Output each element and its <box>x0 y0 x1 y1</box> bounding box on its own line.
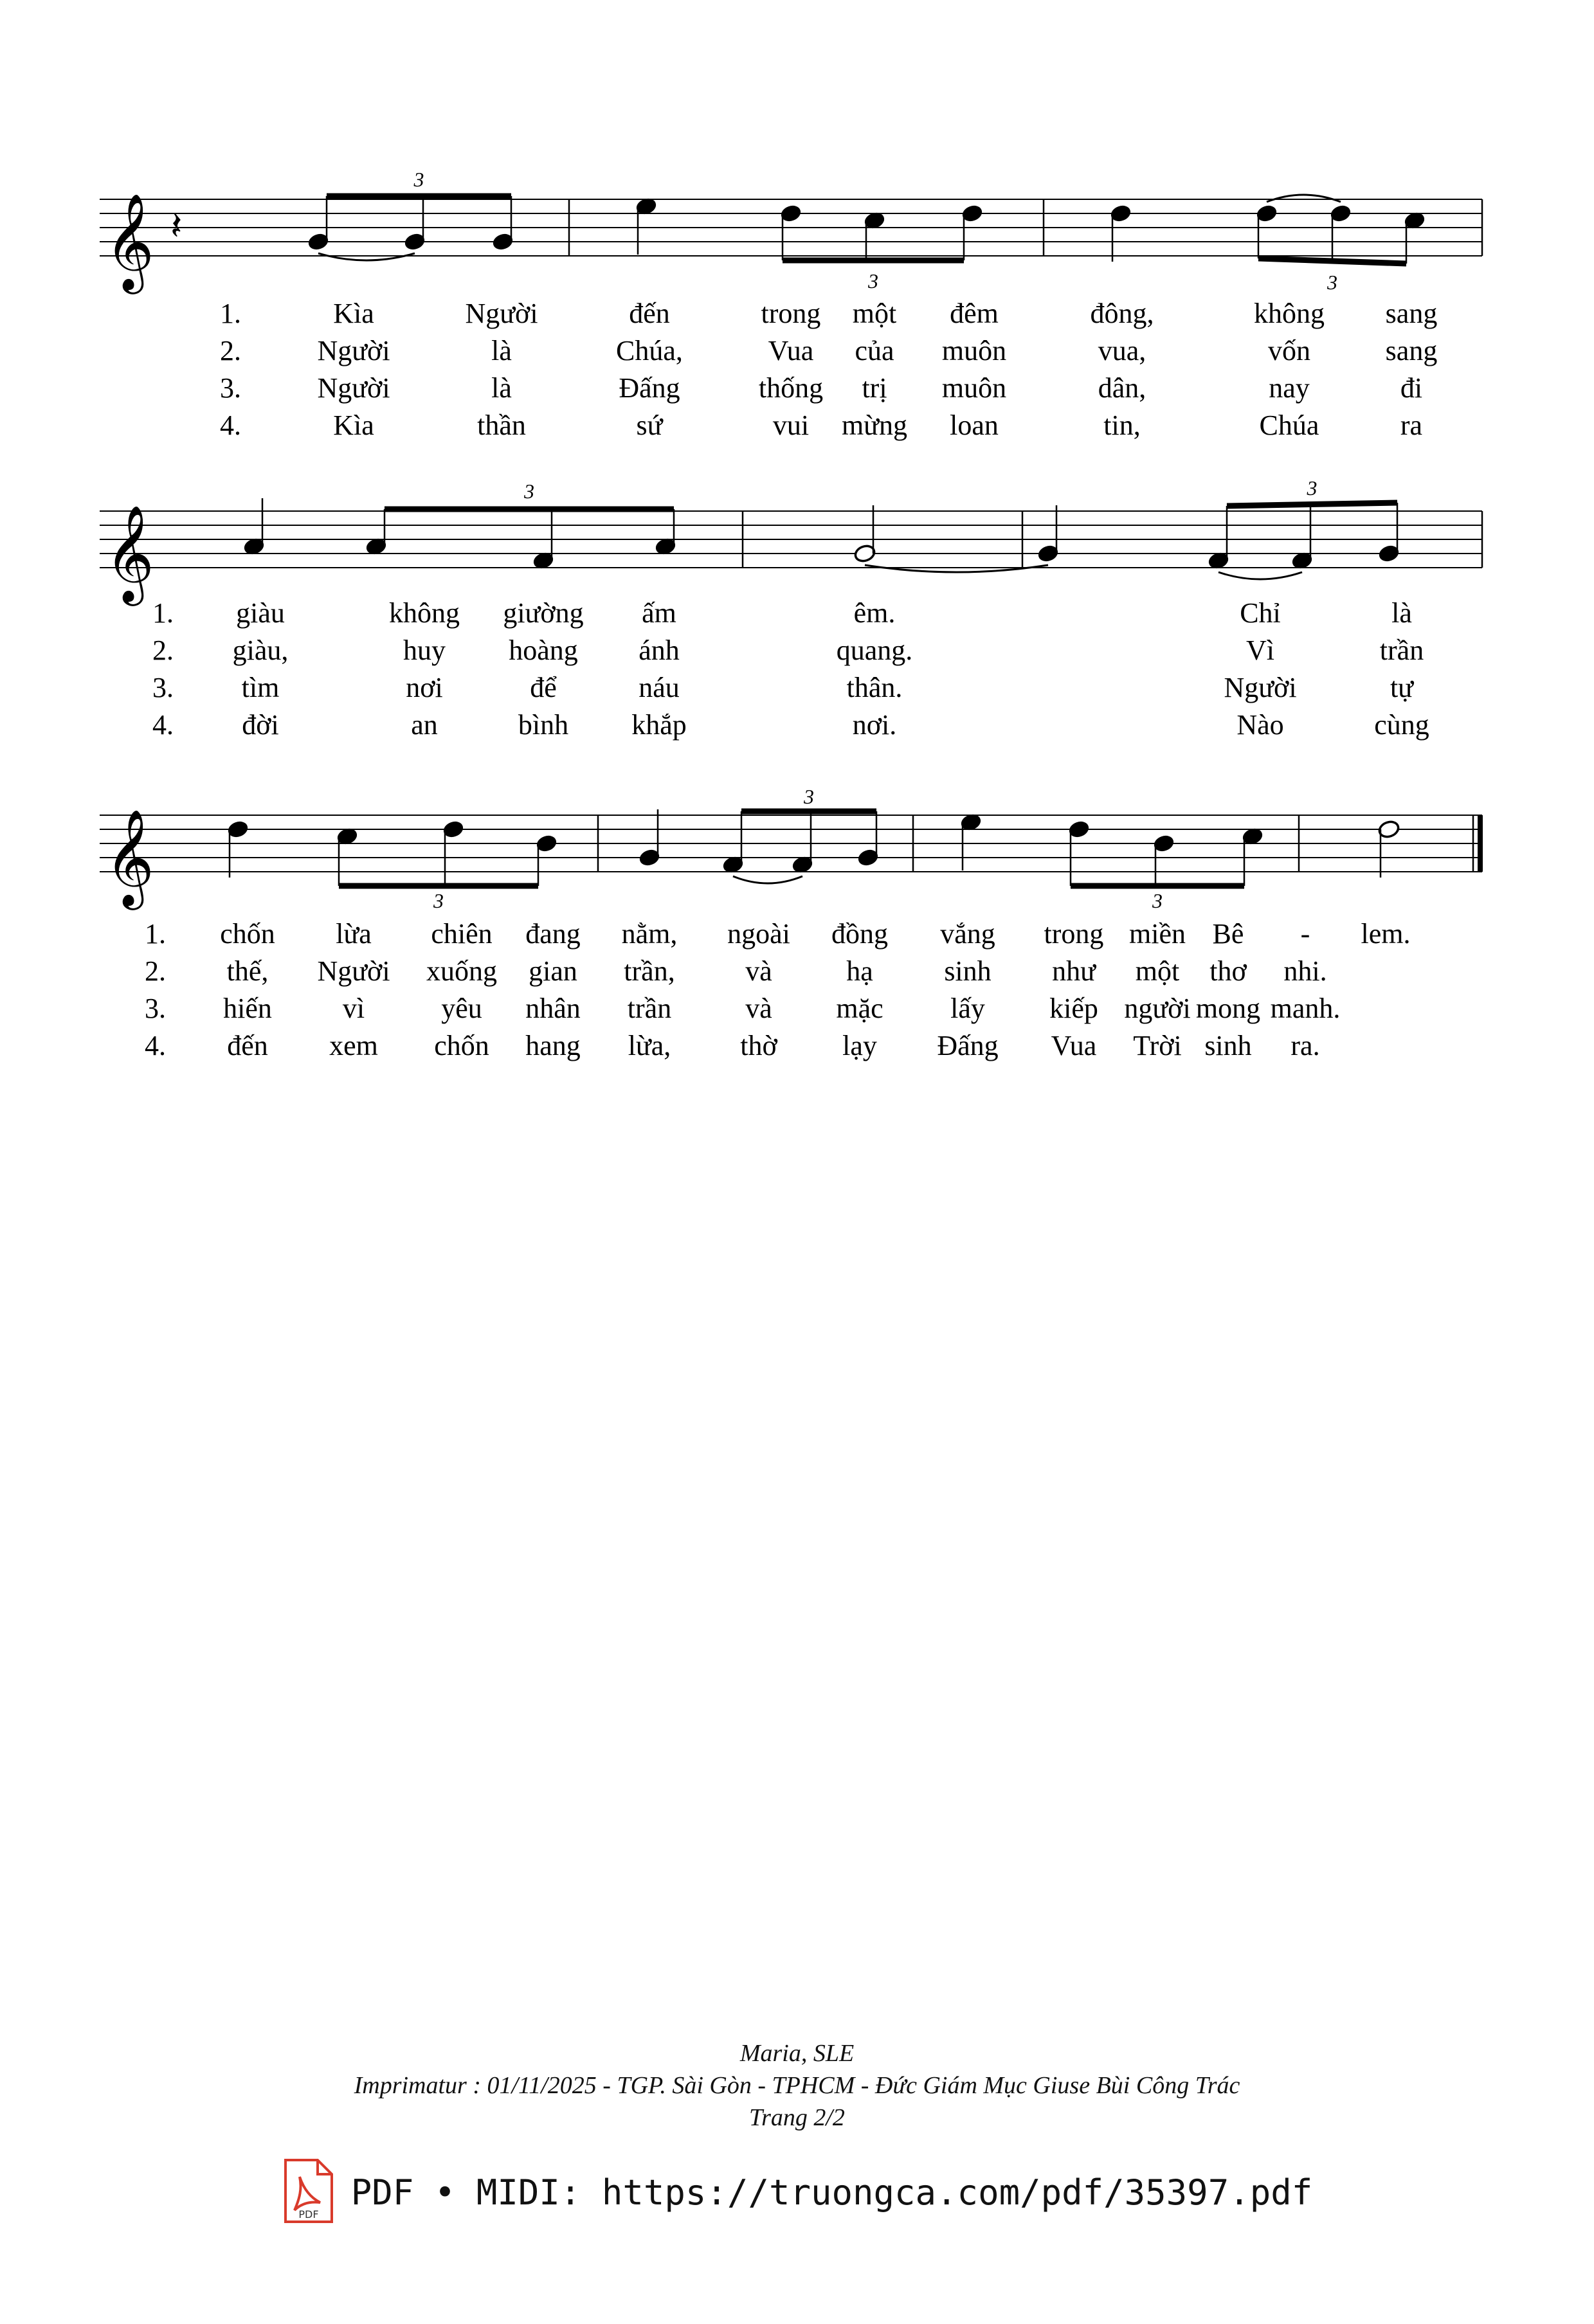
lyric-syllable: tin, <box>1103 410 1141 441</box>
tie <box>1218 572 1302 579</box>
lyric-syllable: vốn <box>1268 335 1310 366</box>
lyric-syllable: 3. <box>220 372 241 404</box>
lyric-syllable: ra <box>1400 410 1423 441</box>
lyric-syllable: - <box>1300 918 1310 950</box>
lyric-syllable: sang <box>1385 298 1438 329</box>
lyric-syllable: 2. <box>145 955 166 987</box>
lyric-syllable: kiếp <box>1049 993 1098 1024</box>
lyric-syllable: chiên <box>431 918 493 950</box>
lyric-syllable: Người <box>317 372 390 404</box>
lyric-syllable: của <box>855 335 894 366</box>
lyric-syllable: đang <box>525 918 581 950</box>
pdf-file-icon[interactable] <box>282 2157 336 2228</box>
lyric-syllable: Đấng <box>619 372 680 404</box>
lyric-syllable: hạ <box>846 955 873 987</box>
lyric-syllable: là <box>491 335 512 366</box>
lyric-syllable: Vua <box>1051 1030 1097 1061</box>
lyric-syllable: giàu <box>236 597 285 629</box>
lyric-syllable: xem <box>329 1030 378 1061</box>
lyric-syllable: trong <box>761 298 821 329</box>
lyric-syllable: khắp <box>631 709 687 741</box>
lyric-syllable: lấy <box>950 993 985 1024</box>
author-credit: Maria, SLE <box>739 2040 855 2067</box>
lyric-syllable: lem. <box>1361 918 1411 950</box>
lyric-syllable: Chúa, <box>616 335 683 366</box>
lyric-syllable: hoàng <box>509 635 578 666</box>
lyric-syllable: chốn <box>220 918 275 950</box>
lyric-syllable: nằm, <box>621 918 678 950</box>
pdf-midi-link[interactable]: PDF • MIDI: https://truongca.com/pdf/35397.pdf <box>350 2172 1313 2213</box>
lyric-syllable: miền <box>1129 918 1186 950</box>
lyric-syllable: nơi <box>406 672 443 703</box>
lyric-syllable: nơi. <box>852 709 897 741</box>
lyric-syllable: trị <box>862 372 887 404</box>
lyric-syllable: sứ <box>636 410 663 441</box>
lyric-syllable: manh. <box>1270 993 1341 1024</box>
lyric-syllable: vì <box>342 993 365 1024</box>
svg-text:PDF: PDF <box>298 2208 319 2220</box>
quarter-rest: 𝄽 <box>170 204 183 249</box>
lyric-syllable: ra. <box>1291 1030 1320 1061</box>
lyric-syllable: Chỉ <box>1240 597 1281 629</box>
lyric-syllable: đến <box>629 298 670 329</box>
lyric-syllable: giàu, <box>232 635 289 666</box>
lyric-syllable: xuống <box>426 955 497 987</box>
lyric-syllable: không <box>389 597 460 629</box>
lyric-syllable: một <box>1135 955 1180 987</box>
imprimatur-line: Imprimatur : 01/11/2025 - TGP. Sài Gòn - TPHCM - Đức Giám Mục Giuse Bùi Công Trác <box>354 2072 1240 2099</box>
lyric-syllable: một <box>852 298 897 329</box>
tuplet-number: 3 <box>413 168 424 191</box>
lyric-syllable: thờ <box>740 1030 777 1061</box>
tie <box>865 565 1048 572</box>
lyric-syllable: 3. <box>145 993 166 1024</box>
lyric-syllable: hang <box>525 1030 581 1061</box>
lyric-syllable: đời <box>242 709 279 741</box>
lyric-syllable: lừa <box>336 918 372 950</box>
lyric-syllable: huy <box>403 635 446 666</box>
lyric-syllable: và <box>745 993 772 1024</box>
lyric-syllable: mừng <box>841 410 908 441</box>
lyric-syllable: bình <box>518 709 569 741</box>
lyric-syllable: vua, <box>1098 335 1146 366</box>
lyric-syllable: đến <box>227 1030 268 1061</box>
lyric-syllable: không <box>1254 298 1325 329</box>
tie <box>1267 195 1341 202</box>
lyric-syllable: Vì <box>1246 635 1274 666</box>
tuplet-number: 3 <box>1152 889 1163 912</box>
lyric-syllable: muôn <box>941 372 1007 404</box>
lyric-syllable: ấm <box>642 597 676 629</box>
lyric-syllable: đêm <box>950 298 999 329</box>
tuplet-number: 3 <box>1327 271 1337 294</box>
lyric-syllable: Trời <box>1133 1030 1182 1061</box>
lyric-syllable: mong <box>1195 993 1261 1024</box>
lyric-syllable: Người <box>1224 672 1297 703</box>
lyric-syllable: 4. <box>152 709 174 741</box>
lyric-syllable: Bê <box>1212 918 1244 950</box>
lyric-syllable: người <box>1124 993 1191 1024</box>
lyric-syllable: Đấng <box>937 1030 999 1061</box>
lyric-syllable: mặc <box>836 993 883 1024</box>
lyric-syllable: và <box>745 955 772 987</box>
lyric-syllable: 4. <box>145 1030 166 1061</box>
lyric-syllable: vui <box>772 410 810 441</box>
lyric-syllable: giường <box>503 597 584 629</box>
lyric-syllable: 3. <box>152 672 174 703</box>
lyric-syllable: dân, <box>1098 372 1146 404</box>
lyric-syllable: quang. <box>836 635 913 666</box>
lyric-syllable: an <box>411 709 438 741</box>
lyric-syllable: 4. <box>220 410 241 441</box>
lyric-syllable: êm. <box>853 597 896 629</box>
lyric-syllable: ngoài <box>727 918 790 950</box>
lyric-syllable: Nào <box>1236 709 1284 741</box>
tie <box>318 253 415 260</box>
lyric-syllable: Người <box>317 335 390 366</box>
lyric-syllable: tìm <box>241 672 280 703</box>
lyric-syllable: là <box>1391 597 1412 629</box>
lyric-syllable: trần, <box>624 955 675 987</box>
lyric-syllable: sinh <box>1204 1030 1252 1061</box>
lyric-syllable: trong <box>1044 918 1104 950</box>
beam <box>1258 258 1406 264</box>
tie <box>733 876 802 883</box>
lyric-syllable: 1. <box>220 298 241 329</box>
lyric-syllable: lừa, <box>628 1030 671 1061</box>
lyric-syllable: như <box>1052 955 1096 987</box>
treble-clef: 𝄞 <box>105 808 154 906</box>
lyric-syllable: 1. <box>152 597 174 629</box>
lyric-syllable: gian <box>529 955 577 987</box>
lyric-syllable: thân. <box>846 672 903 703</box>
lyric-syllable: 1. <box>145 918 166 950</box>
lyric-syllable: ánh <box>639 635 680 666</box>
lyric-syllable: Vua <box>768 335 814 366</box>
lyric-syllable: sang <box>1385 335 1438 366</box>
tuplet-number: 3 <box>1307 476 1318 500</box>
treble-clef: 𝄞 <box>105 504 154 602</box>
tuplet-number: 3 <box>868 269 878 293</box>
tuplet-number: 3 <box>524 480 534 503</box>
lyric-syllable: vắng <box>940 918 995 950</box>
beam <box>1227 503 1397 506</box>
lyric-syllable: 2. <box>220 335 241 366</box>
lyric-syllable: lạy <box>842 1030 877 1061</box>
lyric-syllable: đồng <box>831 918 888 950</box>
lyric-syllable: muôn <box>941 335 1007 366</box>
tuplet-number: 3 <box>804 785 814 808</box>
lyric-syllable: thống <box>758 372 824 404</box>
lyric-syllable: Kìa <box>333 410 374 441</box>
pdf-midi-link-row[interactable] <box>0 2157 1594 2228</box>
lyric-syllable: nay <box>1269 372 1310 404</box>
lyric-syllable: náu <box>639 672 680 703</box>
lyric-syllable: chốn <box>434 1030 489 1061</box>
lyric-syllable: Người <box>317 955 390 987</box>
lyric-syllable: nhân <box>525 993 581 1024</box>
lyric-syllable: thế, <box>226 955 269 987</box>
lyric-syllable: là <box>491 372 512 404</box>
tuplet-number: 3 <box>433 889 444 912</box>
lyric-syllable: Chúa <box>1259 410 1319 441</box>
lyric-syllable: tự <box>1390 672 1414 703</box>
lyric-syllable: Người <box>465 298 538 329</box>
lyric-syllable: thơ <box>1209 955 1247 987</box>
lyric-syllable: sinh <box>944 955 992 987</box>
lyric-syllable: Kìa <box>333 298 374 329</box>
lyric-syllable: trần <box>627 993 672 1024</box>
lyric-syllable: đi <box>1400 372 1423 404</box>
lyric-syllable: nhi. <box>1283 955 1327 987</box>
treble-clef: 𝄞 <box>105 192 154 290</box>
lyric-syllable: hiến <box>223 993 272 1024</box>
lyric-syllable: loan <box>950 410 999 441</box>
lyric-syllable: để <box>530 672 557 703</box>
lyric-syllable: 2. <box>152 635 174 666</box>
lyric-syllable: cùng <box>1374 709 1429 741</box>
lyric-syllable: trần <box>1379 635 1424 666</box>
lyric-syllable: đông, <box>1090 298 1154 329</box>
lyric-syllable: yêu <box>441 993 482 1024</box>
page-number: Trang 2/2 <box>749 2104 845 2131</box>
lyric-syllable: thần <box>477 410 526 441</box>
